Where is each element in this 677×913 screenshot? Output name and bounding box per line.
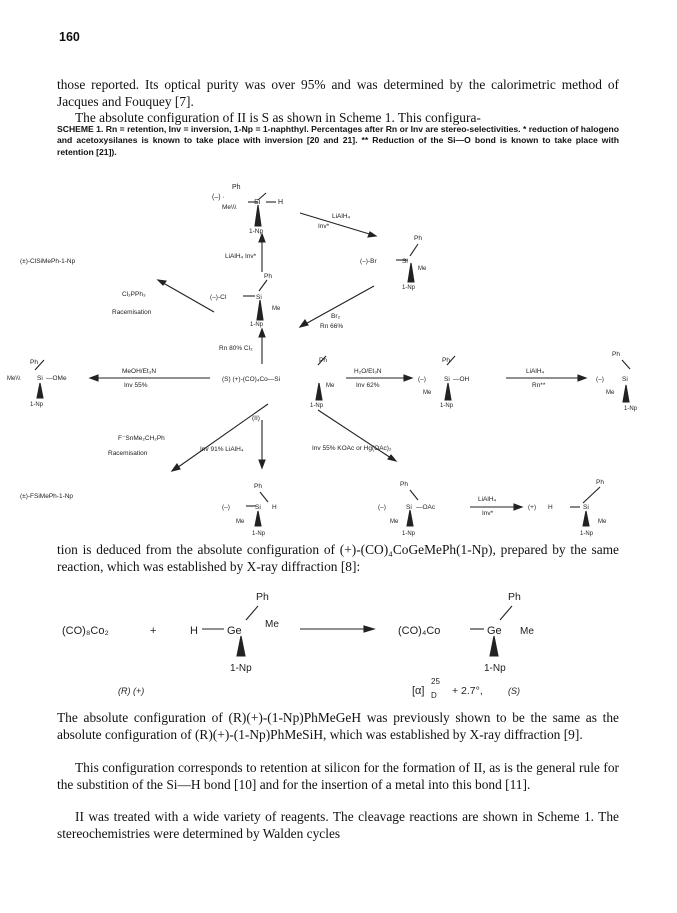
paragraph-configuration: The absolute configuration of II is S as shown in Scheme 1. This configura- (75, 110, 481, 125)
scheme-bh-me: Me (236, 519, 245, 525)
scheme-meoh: MeOH/Et₃N (122, 368, 157, 375)
scheme-rn-ss: Rn** (532, 382, 546, 389)
scheme-co-ph: Ph (319, 357, 327, 364)
scheme-cl-si: Si (256, 294, 262, 301)
scheme-bh-ph: Ph (254, 483, 262, 490)
reactant-ge: Ge (227, 625, 242, 637)
paragraph-intro: those reported. Its optical purity was over 95% and was determined by the calorimetric method of Jacques and Fouquey [7]. (57, 77, 619, 109)
scheme-co-fragment: (S) (+)-(CO)₄Co—Si (222, 376, 281, 383)
scheme-inv55: Inv 55% (124, 382, 148, 389)
scheme-top-ph: Ph (232, 184, 241, 191)
scheme-final-si: Si (583, 504, 589, 511)
scheme-lialh4-rn: LiAlH₄ (526, 368, 545, 375)
scheme-br-ph: Ph (414, 235, 422, 242)
scheme-oh-si: Si (444, 376, 450, 383)
scheme-cl-ph: Ph (264, 273, 272, 280)
scheme-ii-label: (II) (252, 415, 260, 422)
product-ph: Ph (508, 591, 521, 603)
scheme-bh-neg: (–) (222, 504, 230, 511)
scheme-oh-me: Me (423, 390, 432, 396)
plus-sign: + (150, 625, 157, 637)
scheme-right-np: 1-Np (624, 406, 638, 412)
scheme-fsnme: F⁻SnMe₂CH₂Ph (118, 435, 165, 442)
optical-rotation-temp: 25 (431, 677, 440, 686)
scheme-racemisation: Racemisation (112, 309, 152, 316)
scheme-rac-clsi: (±)-ClSiMePh-1-Np (20, 258, 76, 265)
scheme-bh-h: H (272, 504, 277, 511)
scheme-top-neg: (–) · (212, 194, 225, 201)
scheme-final-h: H (548, 504, 553, 511)
scheme-br-np: 1-Np (402, 285, 416, 291)
scheme-oh-ph: Ph (442, 357, 450, 364)
reactant-h: H (190, 625, 198, 637)
scheme-ome-si: Si (37, 375, 43, 382)
scheme-lialh4-bottom: LiAlH₄ (478, 496, 497, 503)
paragraph-retention: This configuration corresponds to retention at silicon for the formation of II, as is the general rule for the substition of the Si—H bond [10] and for the insertion of a metal into this bond [11]. (57, 760, 619, 792)
scheme-caption: SCHEME 1. Rn = retention, Inv = inversion, 1-Np = 1-naphthyl. Percentages after Rn or Inv are stereo-selectivities. * reduction of halogeno and acetoxysilanes is known to take place with inversion [20 and 21]. ** Reduction of the Si—O bond is known to take place with retention [21]). (57, 124, 619, 157)
scheme-oac-group: —OAc (416, 504, 436, 511)
scheme-bh-np: 1-Np (252, 531, 266, 537)
product-ge: Ge (487, 625, 502, 637)
scheme-top-me: Me\\\ (222, 204, 237, 211)
scheme-oac-np: 1-Np (402, 531, 416, 537)
reactant-me: Me (265, 619, 279, 630)
product-cobalt: (CO)₄Co (398, 625, 441, 637)
scheme-rn80-cl2: Rn 80% Cl₂ (219, 345, 253, 352)
scheme-inv-star: Inv* (318, 223, 330, 230)
scheme-inv62: Inv 62% (356, 382, 380, 389)
scheme-lialh4-label: LiAlH₄ (332, 213, 351, 220)
scheme-oac-si: Si (406, 504, 412, 511)
scheme-cl-label: (–)-Cl (210, 294, 227, 301)
optical-rotation-value: + 2.7°, (452, 685, 483, 697)
reactant-np: 1-Np (230, 663, 252, 674)
scheme-ome-np: 1-Np (30, 402, 44, 408)
scheme-right-si: Si (622, 376, 628, 383)
reactant-ph: Ph (256, 591, 269, 603)
scheme-right-ph: Ph (612, 351, 620, 358)
page-number: 160 (59, 30, 80, 44)
scheme-co-np: 1-Np (310, 403, 324, 409)
scheme-final-np: 1-Np (580, 531, 594, 537)
paragraph-deduction: tion is deduced from the absolute configuration of (+)-(CO)₄CoGeMePh(1-Np), prepared by the same reaction, which was established by X-ray diffraction [8]: (57, 542, 619, 574)
scheme-cl2pph3: Cl₂PPh₃ (122, 291, 146, 298)
product-np: 1-Np (484, 663, 506, 674)
scheme-br2: Br₂ (331, 313, 341, 320)
scheme-final-ph: Ph (596, 479, 604, 486)
scheme-final-me: Me (598, 519, 607, 525)
scheme-top-h: H (278, 199, 284, 206)
scheme-right-neg: (–) (596, 376, 604, 383)
scheme-oh-neg: (–) (418, 376, 426, 383)
reaction-equation (0, 580, 677, 700)
scheme-racemisation-2: Racemisation (108, 450, 148, 457)
scheme-rac-fsi: (±)-FSiMePh-1-Np (20, 493, 74, 500)
scheme-co-me: Me (326, 383, 335, 389)
scheme-bh-si: Si (255, 504, 261, 511)
scheme-oac-neg: (–) (378, 504, 386, 511)
scheme-ome-group: —OMe (46, 375, 67, 382)
scheme-inv91: Inv 91% LiAlH₄ (200, 446, 244, 453)
scheme-lialh4-inv: LiAlH₄ Inv* (225, 253, 257, 260)
scheme-top-si: Si (254, 199, 261, 206)
scheme-ome-me: Me\\\ (7, 376, 21, 382)
optical-rotation-line: D (431, 691, 437, 700)
scheme-rn66: Rn 66% (320, 323, 344, 330)
product-me: Me (520, 626, 534, 637)
scheme-oh-np: 1-Np (440, 403, 454, 409)
scheme-final-pos: (+) (528, 504, 537, 511)
scheme-right-me: Me (606, 390, 615, 396)
scheme-oac-ph: Ph (400, 481, 408, 488)
optical-rotation-alpha: [α] (412, 685, 425, 697)
paragraph-cleavage: II was treated with a wide variety of reagents. The cleavage reactions are shown in Scheme 1. The stereochemistries were determined by Walden cycles (57, 809, 619, 841)
paragraph-germanium: The absolute configuration of (R)(+)-(1-Np)PhMeGeH was previously shown to be the same as the absolute configuration of (R)(+)-(1-Np)PhMeSiH, which was established by X-ray diffraction [9]. (57, 710, 619, 742)
scheme-h2o: H₂O/Et₃N (354, 368, 382, 375)
scheme-oh-group: —OH (453, 376, 470, 383)
reactant-config: (R) (+) (118, 686, 145, 696)
scheme-br-me: Me (418, 266, 427, 272)
scheme-br-si: Si (402, 258, 408, 265)
reactant-dicobalt: (CO)₈Co₂ (62, 625, 109, 637)
scheme-cl-me: Me (272, 306, 281, 312)
product-config: (S) (508, 686, 520, 696)
scheme-inv-star-bottom: Inv* (482, 510, 494, 517)
scheme-cl-np: 1-Np (250, 322, 264, 328)
scheme-top-np: 1-Np (249, 228, 264, 235)
scheme-1-diagram (0, 170, 677, 540)
scheme-inv55-koac: Inv 55% KOAc or Hg(OAc)₂ (312, 445, 392, 452)
scheme-br-label: (–)-Br (360, 258, 377, 265)
scheme-oac-me: Me (390, 519, 399, 525)
scheme-ome-ph: Ph (30, 359, 38, 366)
